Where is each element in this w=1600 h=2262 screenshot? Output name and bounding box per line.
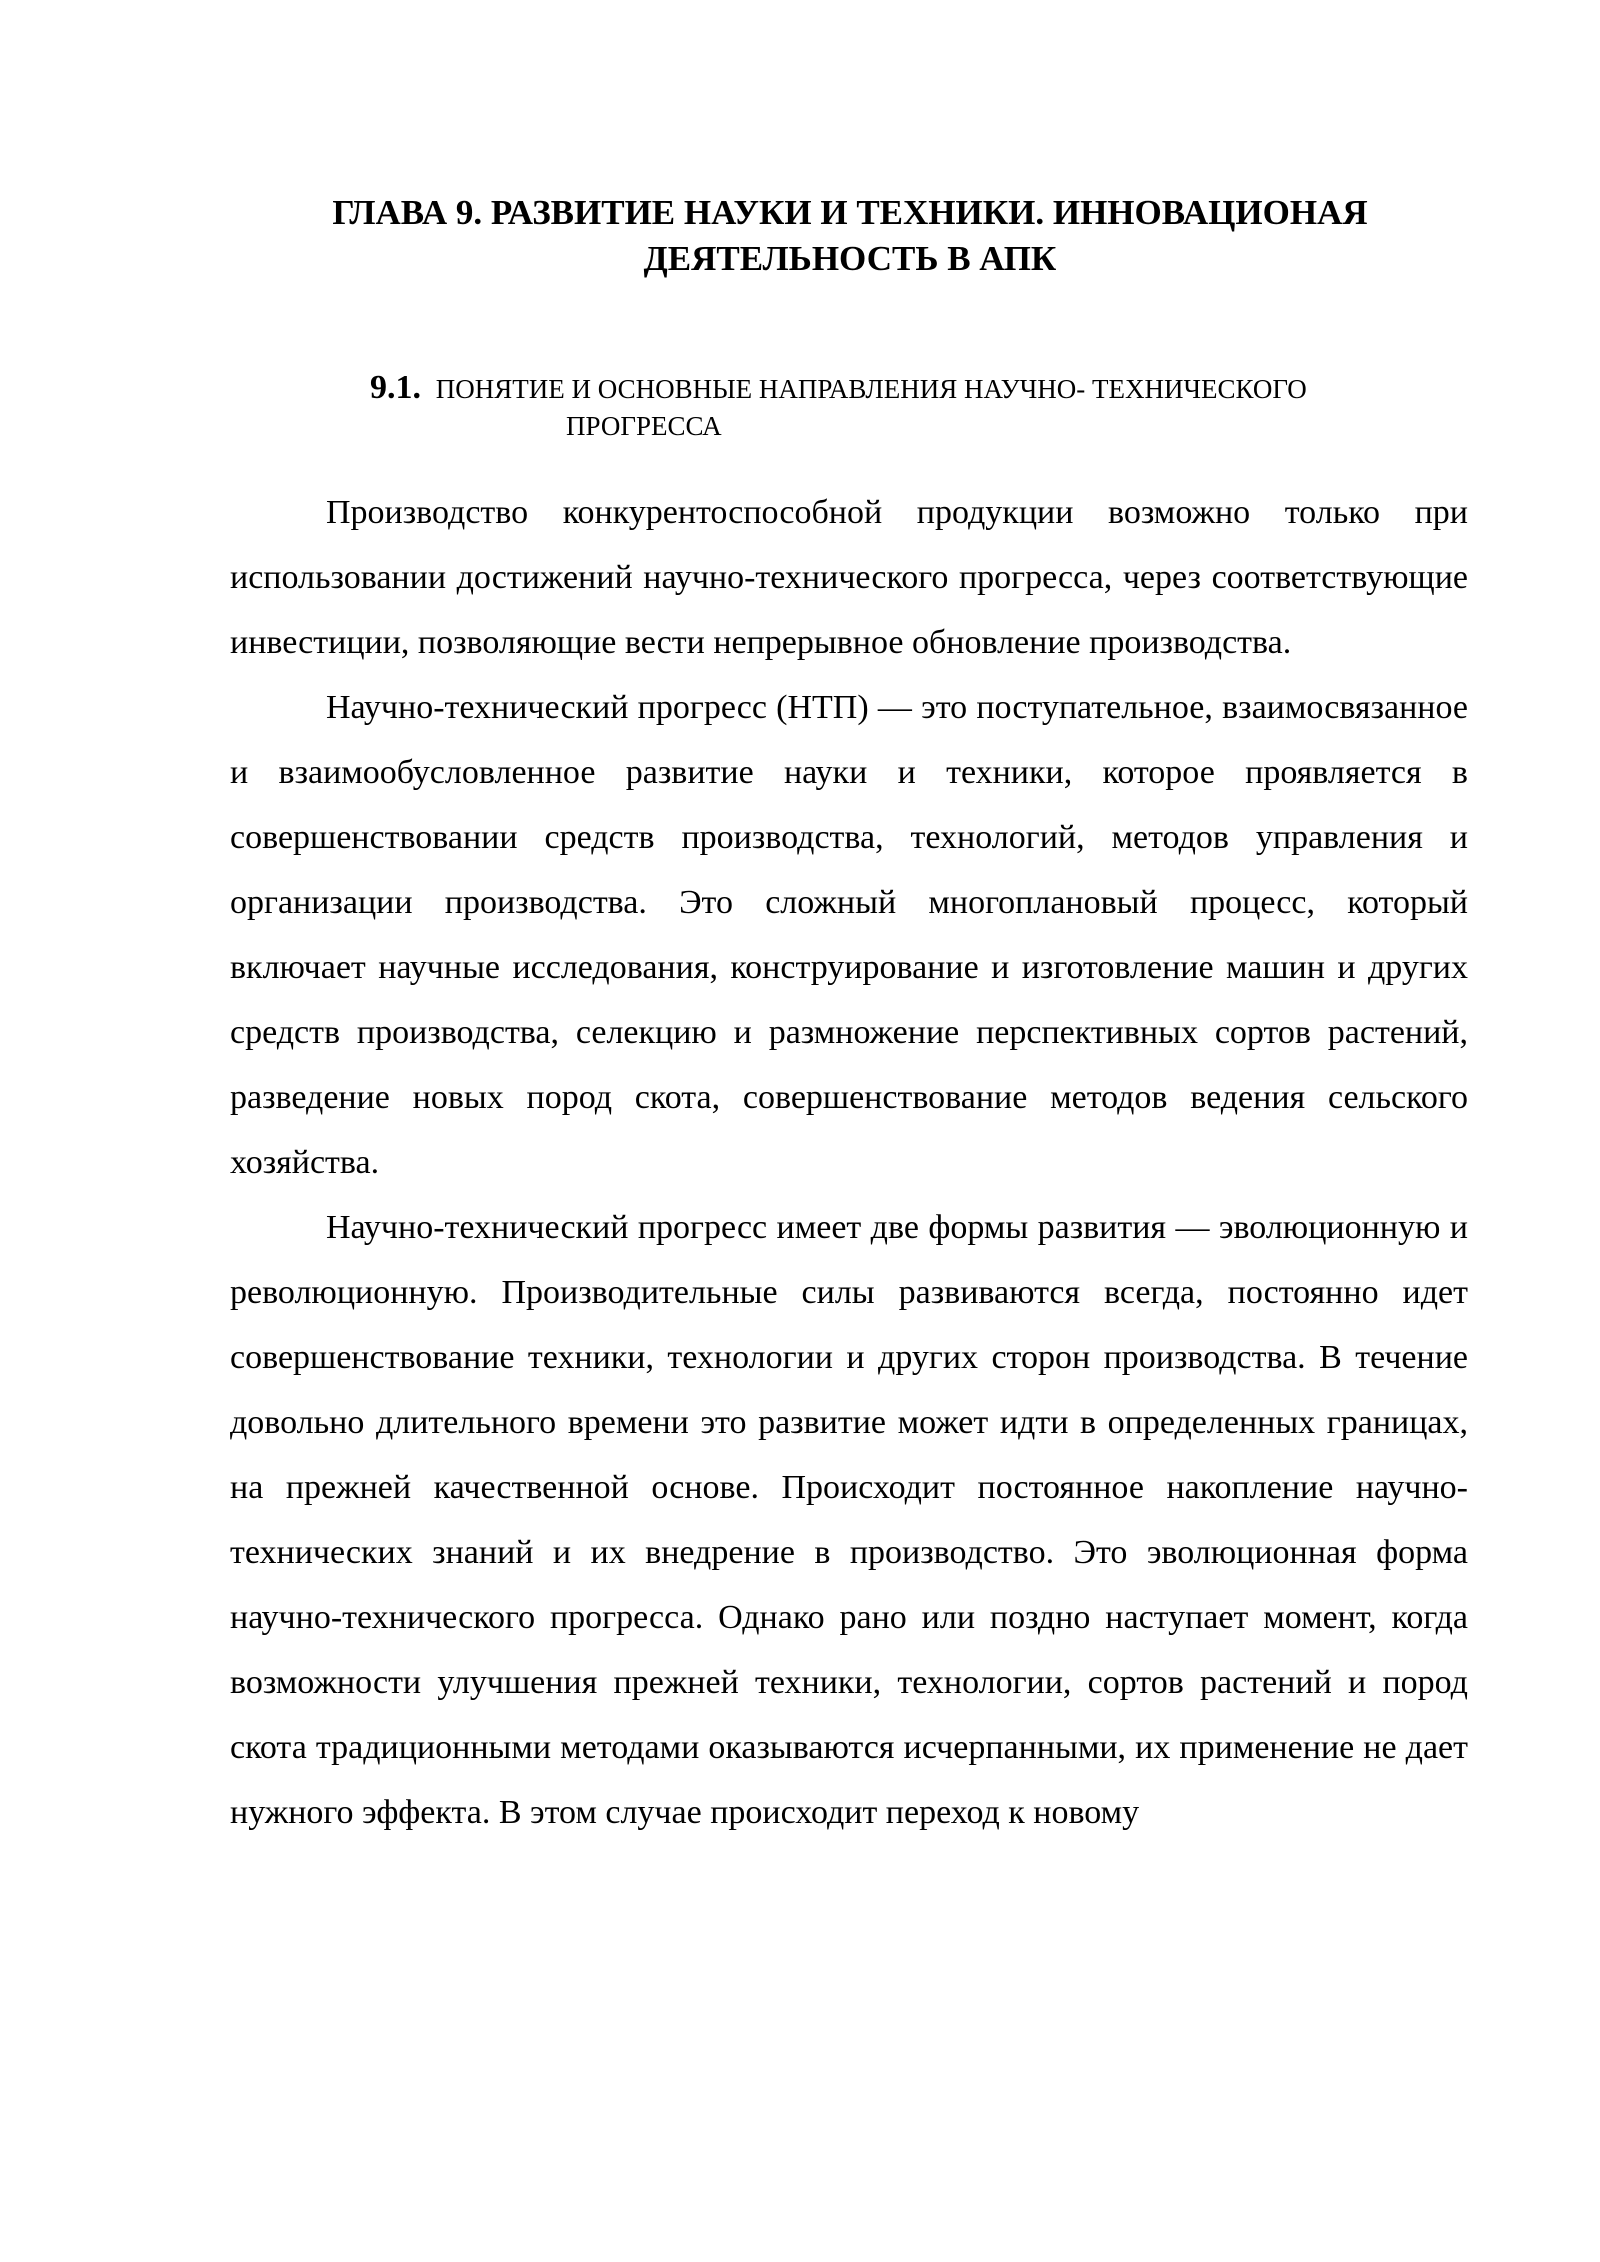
paragraph-1: Производство конкурентоспособной продукции возможно только при использовании достижений научно-технического прогресса, через соответствующие инвестиции, позволяющие вести непрерывное обновление производства. [230, 494, 1468, 661]
paragraph-3: Научно-технический прогресс имеет две формы развития — эволюционную и революционную. Производительные силы развиваются всегда, постоянно идет совершенствование техники, технологии и других сторон производства. В течение довольно длительного времени это развитие может идти в определенных границах, на прежней качественной основе. Происходит постоянное накопление научно-технических знаний и их внедрение в производство. Это эволюционная форма научно-технического прогресса. Однако рано или поздно наступает момент, когда возможности улучшения прежней техники, технологии, сортов растений и пород скота традиционными методами оказываются исчерпанными, их применение не дает нужного эффекта. В этом случае происходит переход к новому [230, 1209, 1468, 1831]
section-title-line-2: ПРОГРЕССА [566, 411, 722, 441]
section-title-text-1: ПОНЯТИЕ И ОСНОВНЫЕ НАПРАВЛЕНИЯ НАУЧНО- ТЕХНИЧЕСКОГО [435, 374, 1307, 404]
paragraph-2: Научно-технический прогресс (НТП) — это поступательное, взаимосвязанное и взаимообусловленное развитие науки и техники, которое проявляется в совершенствовании средств производства, технологий, методов управления и организации производства. Это сложный многоплановый процесс, который включает научные исследования, конструирование и изготовление машин и других средств производства, селекцию и размножение перспективных сортов растений, разведение новых пород скота, совершенствование методов ведения сельского хозяйства. [230, 689, 1468, 1181]
chapter-title [230, 190, 1470, 282]
chapter-title-line-2: ДЕЯТЕЛЬНОСТЬ В АПК [643, 239, 1057, 278]
section-title [370, 368, 1470, 443]
section-title-line-1 [370, 368, 1470, 409]
section-number: 9.1. [370, 369, 421, 406]
chapter-title-line-1: ГЛАВА 9. РАЗВИТИЕ НАУКИ И ТЕХНИКИ. ИННОВАЦИОНАЯ [332, 193, 1368, 232]
body-text [230, 480, 1468, 1845]
